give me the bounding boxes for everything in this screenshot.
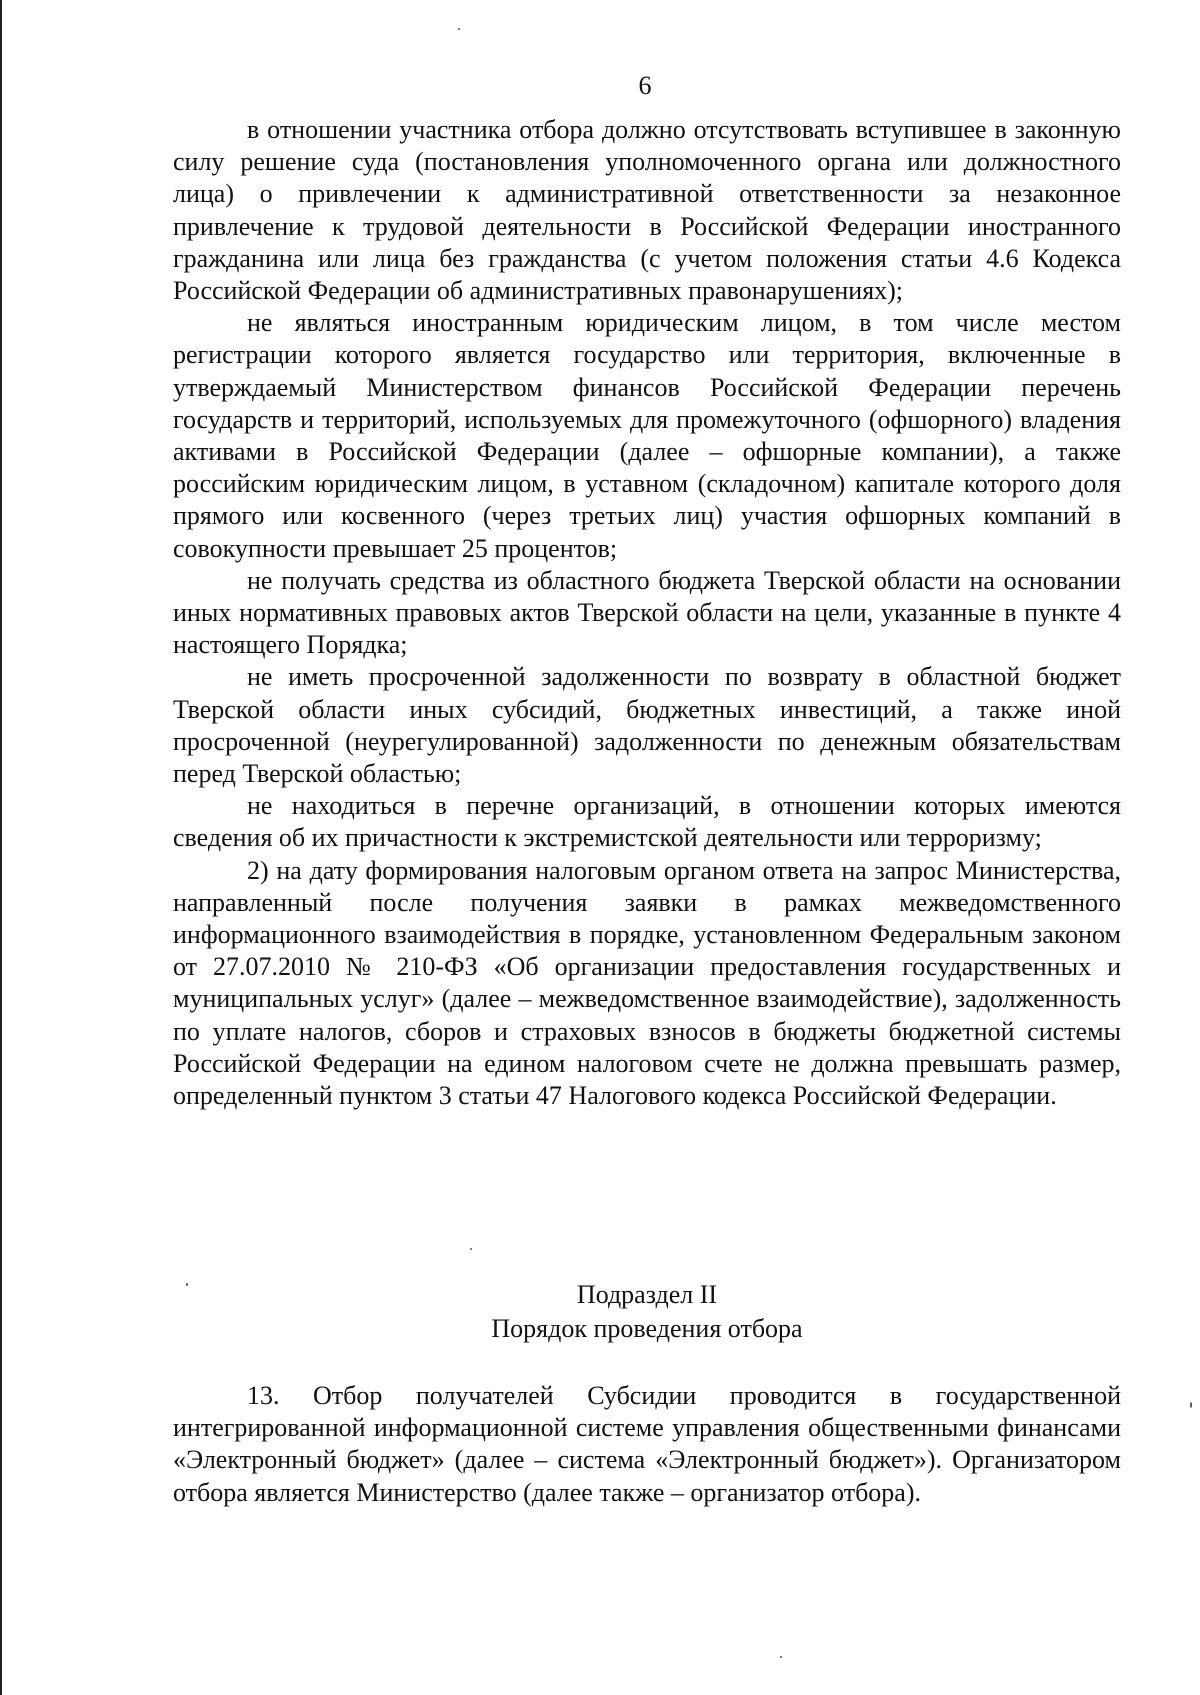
body-text [173, 114, 1121, 1112]
subsection-heading [173, 1278, 1121, 1346]
scan-left-edge [0, 0, 2, 1695]
scan-speck [780, 1656, 782, 1658]
scan-speck [1190, 1402, 1192, 1408]
paragraph-2: не являться иностранным юридическим лицом, в том числе местом регистрации которого является государство или территория, включенные в утверждаемый Министерством финансов Российской Федерации перечень государств и территорий, используемых для промежуточного (офшорного) владения активами в Российской Федерации (далее – офшорные компании), а также российским юридическим лицом, в уставном (складочном) капитале которого доля прямого или косвенного (через третьих лиц) участия офшорных компаний в совокупности превышает 25 процентов; [173, 308, 1121, 563]
paragraph-6: 2) на дату формирования налоговым органом ответа на запрос Министерства, направленный после получения заявки в рамках межведомственного информационного взаимодействия в порядке, установленном Федеральным законом от 27.07.2010 № 210-ФЗ «Об организации предоставления государственных и муниципальных услуг» (далее – межведомственное взаимодействие), задолженность по уплате налогов, сборов и страховых взносов в бюджеты бюджетной системы Российской Федерации на едином налоговом счете не должна превышать размер, определенный пунктом 3 статьи 47 Налогового кодекса Российской Федерации. [173, 855, 1121, 1111]
page-number: 6 [638, 71, 652, 100]
subsection-number: Подраздел II [576, 1280, 718, 1309]
paragraph-5: не находиться в перечне организаций, в отношении которых имеются сведения об их причастности к экстремистской деятельности или терроризму; [173, 791, 1121, 853]
scan-speck [186, 1283, 188, 1286]
subsection-title: Порядок проведения отбора [491, 1314, 803, 1343]
paragraph-13: 13. Отбор получателей Субсидии проводится в государственной интегрированной информационной системе управления общественными финансами «Электронный бюджет» (далее – система «Электронный бюджет»). Организатором отбора является Министерство (далее также – организатор отбора). [173, 1381, 1121, 1507]
scan-speck [470, 1248, 472, 1250]
paragraph-3: не получать средства из областного бюджета Тверской области на основании иных нормативных правовых актов Тверской области на цели, указанные в пункте 4 настоящего Порядка; [173, 565, 1121, 660]
paragraph-4: не иметь просроченной задолженности по возврату в областной бюджет Тверской области иных субсидий, бюджетных инвестиций, а также иной просроченной (неурегулированной) задолженности по денежным обязательствам перед Тверской областью; [173, 662, 1121, 789]
closing-body-text [173, 1380, 1121, 1509]
paragraph-1: в отношении участника отбора должно отсутствовать вступившее в законную силу решение суда (постановления уполномоченного органа или должностного лица) о привлечении к административной ответственности за незаконное привлечение к трудовой деятельности в Российской Федерации иностранного гражданина или лица без гражданства (с учетом положения статьи 4.6 Кодекса Российской Федерации об административных правонарушениях); [173, 115, 1121, 306]
scan-speck [458, 28, 460, 30]
